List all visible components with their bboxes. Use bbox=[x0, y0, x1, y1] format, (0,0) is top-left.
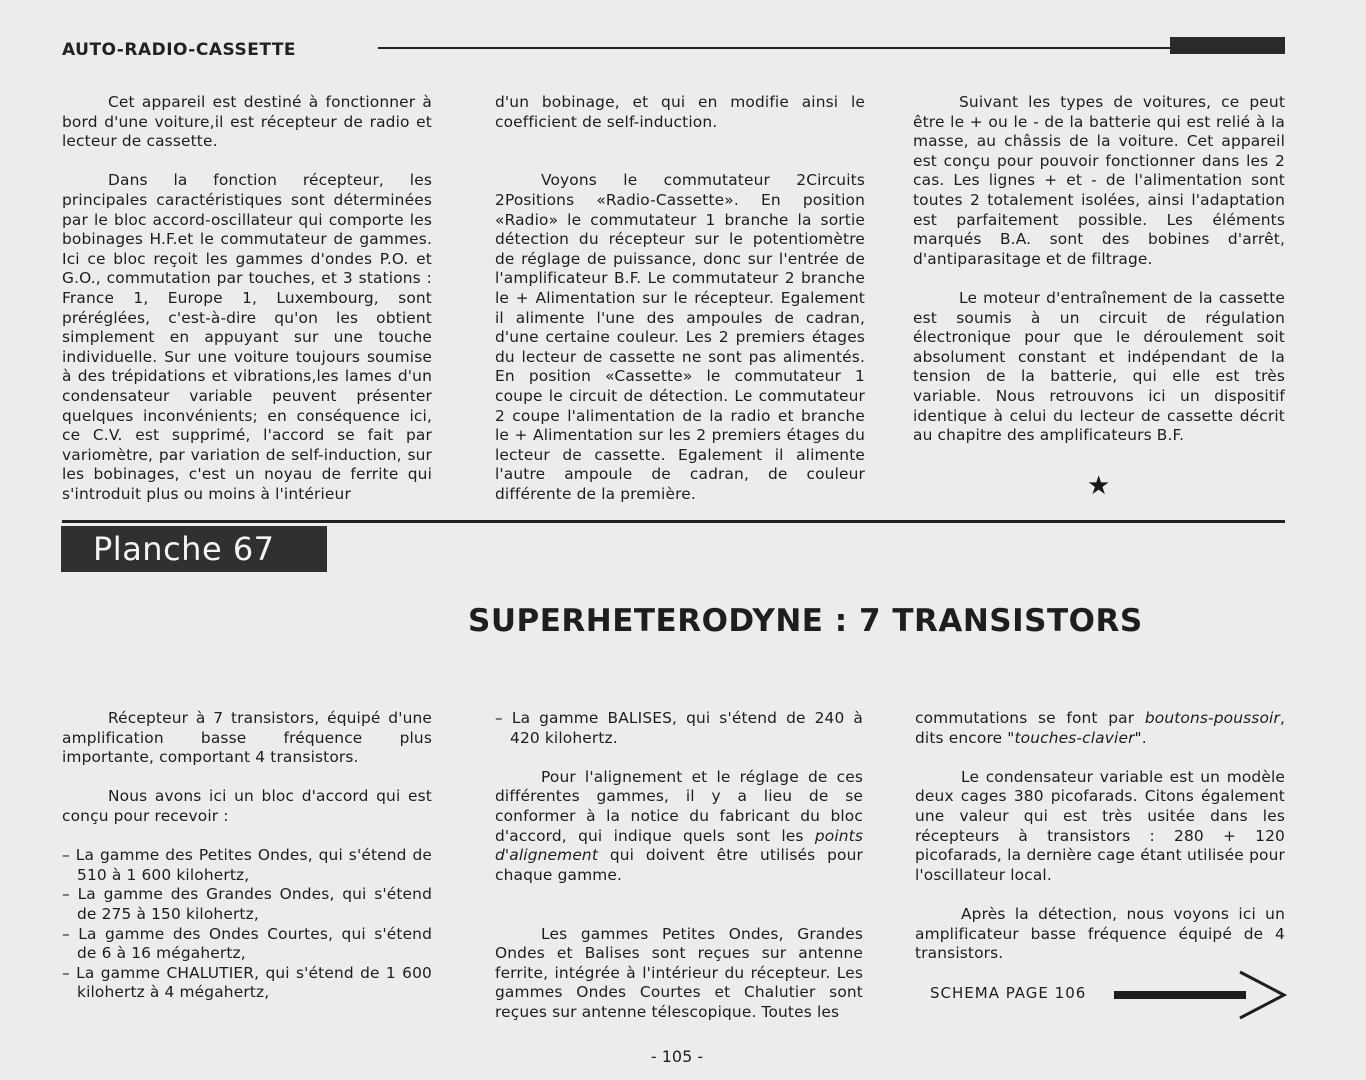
band-list bbox=[495, 709, 863, 748]
header-rule bbox=[378, 47, 1174, 49]
arrow-right-icon bbox=[1112, 968, 1292, 1022]
section-divider bbox=[62, 520, 1285, 523]
column-1 bbox=[62, 93, 432, 504]
text-run: , dits encore bbox=[915, 709, 1285, 747]
column-2 bbox=[495, 93, 865, 504]
header-title: AUTO-RADIO-CASSETTE bbox=[62, 40, 297, 60]
list-item: – La gamme des Petites Ondes, qui s'étend de 510 à 1 600 kilohertz, bbox=[62, 846, 432, 885]
text-run-italic: "touches-clavier" bbox=[1007, 728, 1142, 747]
text-run: commutations se font par bbox=[915, 709, 1145, 727]
text-run: Pour l'alignement et le réglage de ces différentes gammes, il y a lieu de se conformer à la notice du fabricant du bloc d'accord, qui indique quels sont les bbox=[495, 767, 863, 845]
paragraph: Suivant les types de voitures, ce peut être le + ou le - de la batterie qui est relié à la masse, au châssis de la voiture. Cet appareil est conçu pour pouvoir fonctionner dans les 2 cas. Les lignes + et - de l'alimentation sont toutes 2 totalement isolées, ainsi l'adaptation est parfaitement possible. Les éléments marqués B.A. sont des bobines d'arrêt, d'antiparasitage et de filtrage. bbox=[913, 93, 1285, 268]
column-6 bbox=[915, 709, 1285, 964]
schema-reference: SCHEMA PAGE 106 bbox=[930, 984, 1087, 1002]
planche-label: Planche 67 bbox=[93, 530, 275, 568]
column-3 bbox=[913, 93, 1285, 446]
star-icon: ★ bbox=[1087, 471, 1111, 501]
paragraph: Récepteur à 7 transistors, équipé d'une amplification basse fréquence plus importante, comportant 4 transistors. bbox=[62, 709, 432, 767]
paragraph: Dans la fonction récepteur, les principales caractéristiques sont déterminées par le bloc accord-oscillateur qui comporte les bobinages H.F.et le commutateur de gammes. Ici ce bloc reçoit les gammes d'ondes P.O. et G.O., commutation par touches, et 3 stations : France 1, Europe 1, Luxembourg, sont préréglées, c'est-à-dire qu'on les obtient simplement en appuyant sur une touche individuelle. Sur une voiture toujours soumise à des trépidations et vibrations,les lames d'un condensateur variable peuvent présenter quelques inconvénients; en conséquence ici, ce C.V. est supprimé, l'accord se fait par variomètre, par variation de self-induction, sur les bobinages, c'est un noyau de ferrite qui s'introduit plus ou moins à l'intérieur bbox=[62, 171, 432, 503]
paragraph: Après la détection, nous voyons ici un amplificateur basse fréquence équipé de 4 transistors. bbox=[915, 904, 1285, 963]
list-item: – La gamme BALISES, qui s'étend de 240 à 420 kilohertz. bbox=[495, 709, 863, 748]
page-number: - 105 - bbox=[650, 1047, 704, 1066]
paragraph bbox=[495, 768, 863, 886]
section-title: SUPERHETERODYNE : 7 TRANSISTORS bbox=[468, 603, 1143, 639]
paragraph: Voyons le commutateur 2Circuits 2Positions «Radio-Cassette». En position «Radio» le commutateur 1 branche la sortie détection du récepteur sur le potentiomètre de réglage de puissance, donc sur l'entrée de l'amplificateur B.F. Le commutateur 2 branche le + Alimentation sur le récepteur. Egalement il alimente l'une des ampoules de cadran, d'une certaine couleur. Les 2 premiers étages du lecteur de cassette ne sont pas alimentés. En position «Cassette» le commutateur 1 coupe le circuit de détection. Le commutateur 2 coupe l'alimentation de la radio et branche le + Alimentation sur les 2 premiers étages du lecteur de cassette. Egalement il alimente l'autre ampoule de cadran, de couleur différente de la première. bbox=[495, 171, 865, 503]
paragraph: Le condensateur variable est un modèle deux cages 380 picofarads. Citons également une valeur qui est très usitée dans les récepteurs à transistors : 280 + 120 picofarads, la dernière cage étant utilisée pour l'oscillateur local. bbox=[915, 767, 1285, 884]
text-run-italic: boutons-poussoir bbox=[1144, 709, 1280, 727]
paragraph bbox=[915, 709, 1285, 748]
text-run: . bbox=[1141, 728, 1147, 747]
list-item: – La gamme CHALUTIER, qui s'étend de 1 600 kilohertz à 4 mégahertz, bbox=[62, 964, 432, 1003]
column-4 bbox=[62, 709, 432, 1003]
paragraph: Le moteur d'entraînement de la cassette est soumis à un circuit de régulation électronique pour que le déroulement soit absolument constant et indépendant de la tension de la batterie, qui elle est très variable. Nous retrouvons ici un dispositif identique à celui du lecteur de cassette décrit au chapitre des amplificateurs B.F. bbox=[913, 288, 1285, 445]
column-5 bbox=[495, 709, 863, 1023]
paragraph: d'un bobinage, et qui en modifie ainsi le coefficient de self-induction. bbox=[495, 93, 865, 131]
list-item: – La gamme des Ondes Courtes, qui s'étend de 6 à 16 mégahertz, bbox=[62, 925, 432, 964]
text-run-italic: points d'alignement bbox=[495, 826, 863, 865]
header-bar bbox=[1170, 37, 1285, 54]
paragraph: Cet appareil est destiné à fonctionner à bord d'une voiture,il est récepteur de radio et lecteur de cassette. bbox=[62, 93, 432, 151]
band-list bbox=[62, 846, 432, 1003]
list-item: – La gamme des Grandes Ondes, qui s'étend de 275 à 150 kilohertz, bbox=[62, 885, 432, 924]
text-run: qui doivent être utilisés pour chaque gamme. bbox=[495, 846, 863, 884]
paragraph: Les gammes Petites Ondes, Grandes Ondes et Balises sont reçues sur antenne ferrite, intégrée à l'intérieur du récepteur. Les gammes Ondes Courtes et Chalutier sont reçues sur antenne télescopique. Toutes les bbox=[495, 924, 863, 1021]
paragraph: Nous avons ici un bloc d'accord qui est conçu pour recevoir : bbox=[62, 787, 432, 825]
planche-box bbox=[61, 526, 327, 572]
